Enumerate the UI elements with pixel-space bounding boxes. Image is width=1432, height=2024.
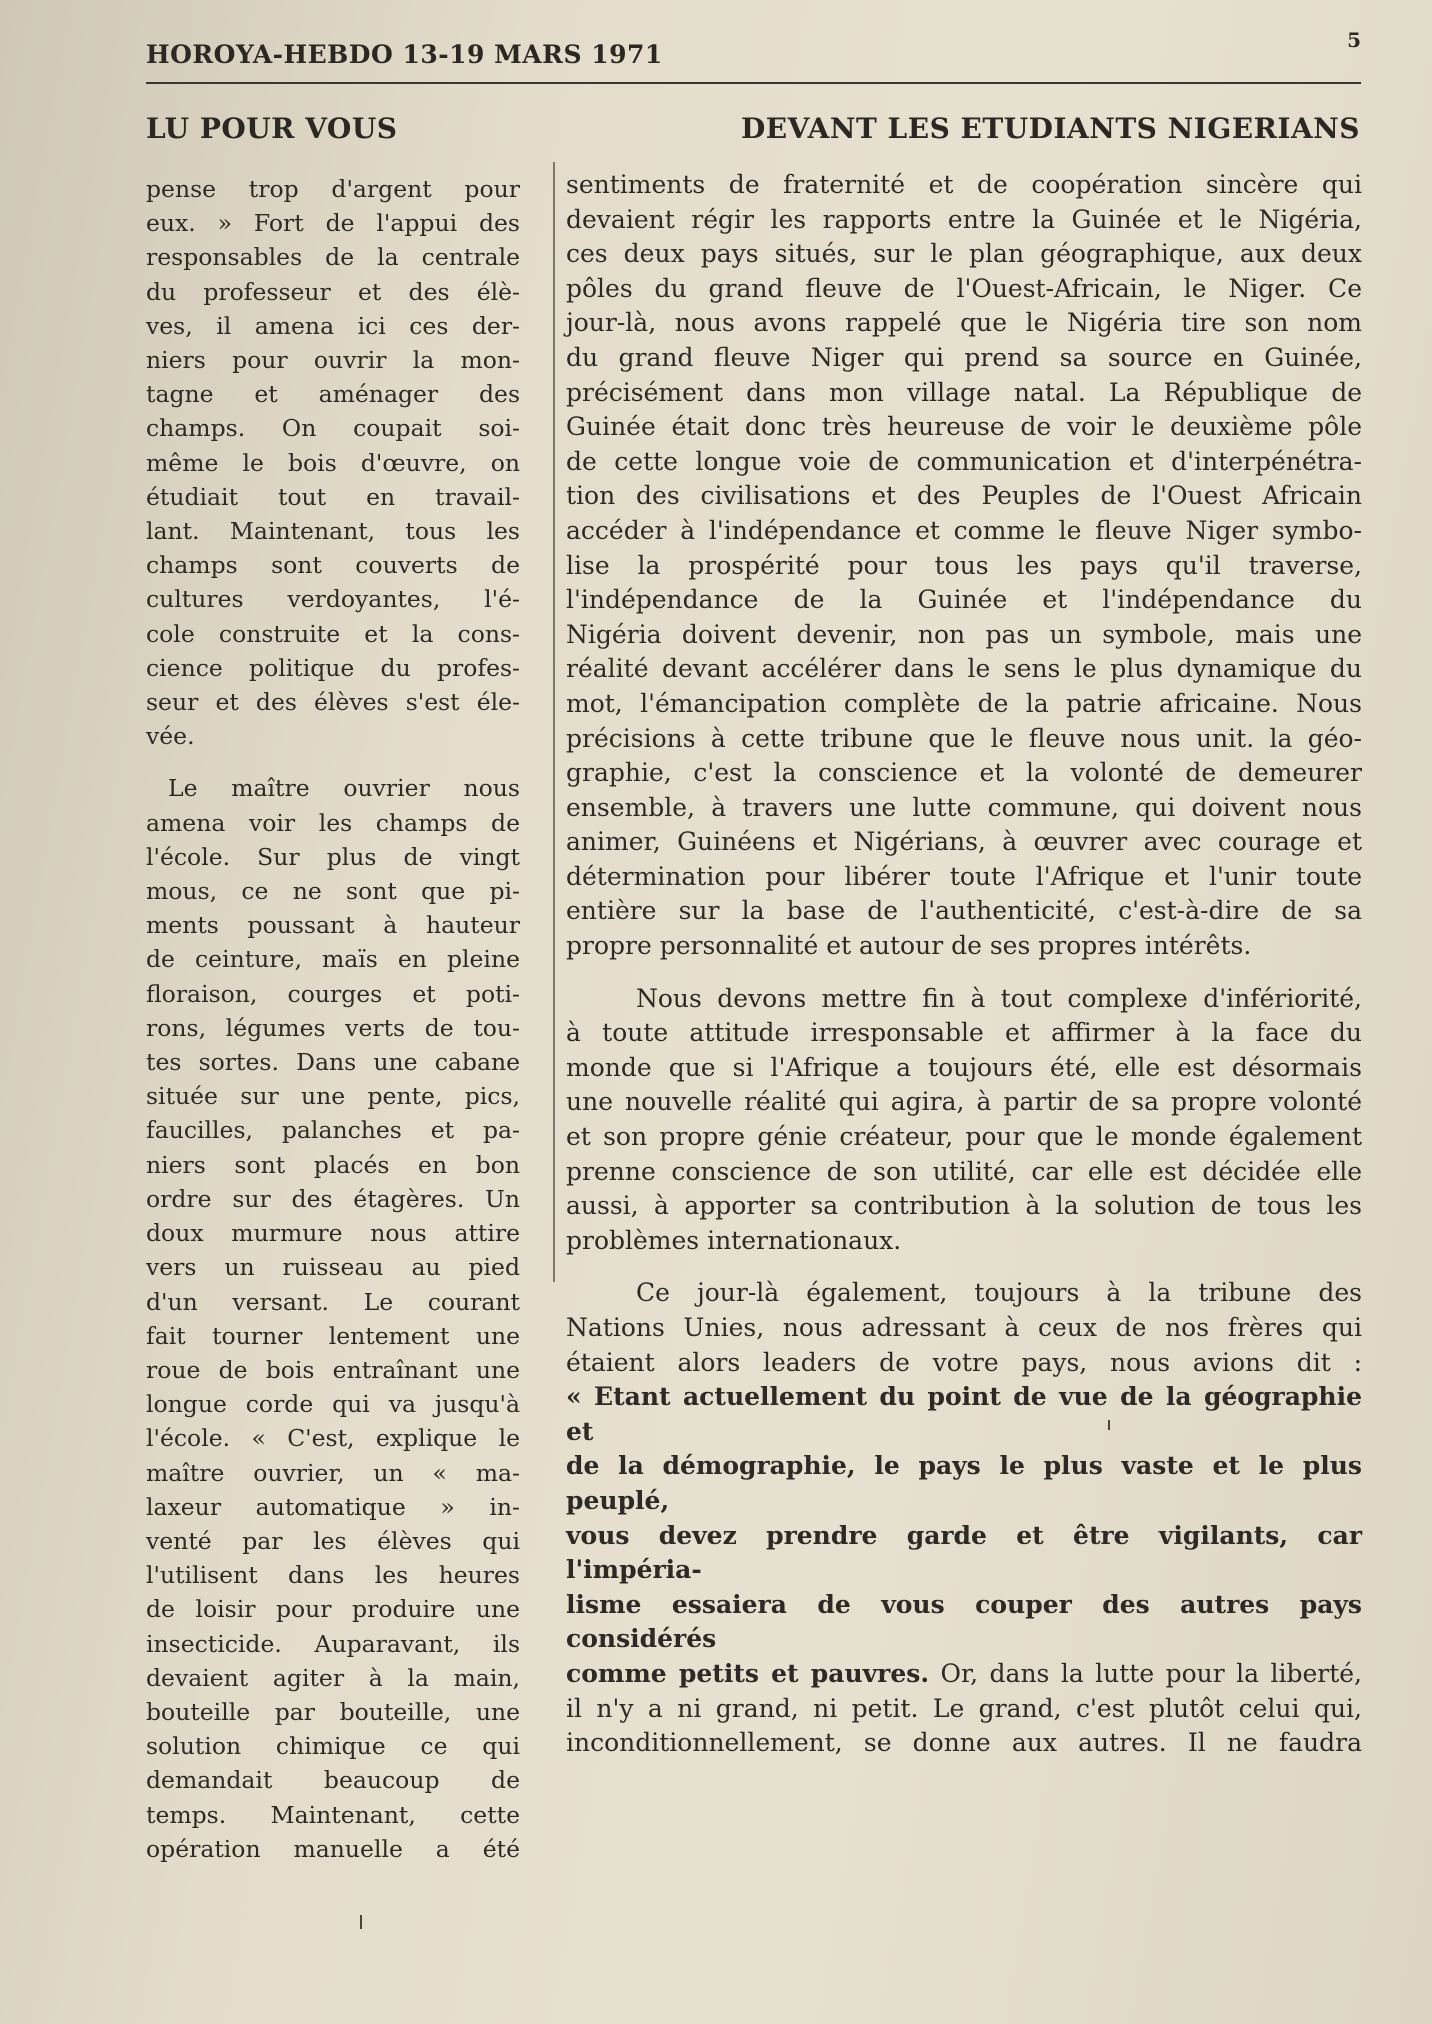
text-line: de ceinture, maïs en pleine [146,945,520,974]
text-line: faucilles, palanches et pa- [146,1116,520,1145]
text-line: responsables de la centrale [146,243,520,272]
right-paragraph-2 [566,982,1362,1259]
text-line: ensemble, à travers une lutte commune, qui doivent nous [566,792,1362,822]
text-line: d'un versant. Le courant [146,1287,520,1316]
text-line: de cette longue voie de communication et d'interpénétra- [566,446,1362,476]
text-line [566,1588,1362,1657]
text-line: cultures verdoyantes, l'é- [146,585,520,614]
text-line [566,1657,1362,1692]
text-line: l'école. Sur plus de vingt [146,842,520,871]
bold-quote-text: comme petits et pauvres. [566,1658,930,1688]
text-line: solution chimique ce qui [146,1732,520,1761]
text-line: devaient régir les rapports entre la Guinée et le Nigéria, [566,204,1362,234]
text-line: eux. » Fort de l'appui des [146,209,520,238]
text-line: champs sont couverts de [146,551,520,580]
text-line: venté par les élèves qui [146,1526,520,1555]
text-line: détermination pour libérer toute l'Afrique et l'unir toute [566,861,1362,891]
text-line: lant. Maintenant, tous les [146,517,520,546]
text-line: du professeur et des élè- [146,277,520,306]
page-number: 5 [1347,28,1361,52]
text-line: tagne et aménager des [146,380,520,409]
column-divider [553,162,555,1282]
text-line [566,1449,1362,1518]
text-line: tion des civilisations et des Peuples de l'Ouest Africain [566,481,1362,511]
text-line: Ce jour-là également, toujours à la tribune des [636,1278,1362,1308]
text-line: longue corde qui va jusqu'à [146,1390,520,1419]
text-line: niers pour ouvrir la mon- [146,346,520,375]
text-line: Nigéria doivent devenir, non pas un symbole, mais une [566,619,1362,649]
text-line: Le maître ouvrier nous [168,774,520,803]
bold-quote-text: vous devez prendre garde et être vigilants, car l'impéria- [566,1520,1362,1585]
text-line: insecticide. Auparavant, ils [146,1629,520,1658]
text-line: l'école. « C'est, explique le [146,1424,520,1453]
text-line: doux murmure nous attire [146,1219,520,1248]
text-line: ments poussant à hauteur [146,911,520,940]
left-paragraph-2 [146,771,520,1866]
text-line: du grand fleuve Niger qui prend sa source en Guinée, [566,342,1362,372]
text-line: temps. Maintenant, cette [146,1800,520,1829]
text-line: de loisir pour produire une [146,1595,520,1624]
left-paragraph-1 [146,172,520,753]
right-column-text [566,168,1362,1761]
bold-quote-text: « Etant actuellement du point de vue de la géographie et [566,1382,1362,1446]
text-line: lise la prospérité pour tous les pays qu'il traverse, [566,550,1362,580]
text-line: l'indépendance de la Guinée et l'indépendance du [566,585,1362,615]
text-line: jour-là, nous avons rappelé que le Nigéria tire son nom [566,308,1362,338]
text-line [566,1380,1362,1449]
text-line: monde que si l'Afrique a toujours été, elle est désormais [566,1052,1362,1082]
text-line: graphie, c'est la conscience et la volonté de demeurer [566,758,1362,788]
text-line: entière sur la base de l'authenticité, c'est-à-dire de sa [566,896,1362,926]
text-line: tes sortes. Dans une cabane [146,1048,520,1077]
text-line: laxeur automatique » in- [146,1492,520,1521]
text-line: roue de bois entraînant une [146,1355,520,1384]
text-line: inconditionnellement, se donne aux autres. Il ne faudra [566,1728,1362,1758]
text-line: et son propre génie créateur, pour que le monde également [566,1122,1362,1152]
page-header [146,28,1361,84]
left-column-title: LU POUR VOUS [146,112,398,145]
text-line: vers un ruisseau au pied [146,1253,520,1282]
text-line: une nouvelle réalité qui agira, à partir de sa propre volonté [566,1087,1362,1117]
text-line: demandait beaucoup de [146,1766,520,1795]
text-line: Nous devons mettre fin à tout complexe d'infériorité, [636,983,1362,1013]
text-line: l'utilisent dans les heures [146,1561,520,1590]
text-line: mous, ce ne sont que pi- [146,877,520,906]
text-line: ces deux pays situés, sur le plan géographique, aux deux [566,239,1362,269]
text-line: précisément dans mon village natal. La République de [566,377,1362,407]
text-line: pôles du grand fleuve de l'Ouest-Africain, le Niger. Ce [566,273,1362,303]
right-paragraph-1 [566,168,1362,964]
text-line: ves, il amena ici ces der- [146,311,520,340]
right-paragraph-3 [566,1276,1362,1760]
text-line: cole construite et la cons- [146,619,520,648]
text-line: sentiments de fraternité et de coopération sincère qui [566,170,1362,199]
text-line: problèmes internationaux. [566,1225,902,1255]
text-line: Guinée était donc très heureuse de voir le deuxième pôle [566,412,1362,442]
text-line: même le bois d'œuvre, on [146,448,520,477]
text-line: amena voir les champs de [146,808,520,837]
text-line: prenne conscience de son utilité, car elle est décidée elle [566,1156,1362,1186]
text-line: à toute attitude irresponsable et affirmer à la face du [566,1018,1362,1048]
text-line: précisions à cette tribune que le fleuve nous unit. la géo- [566,723,1362,753]
text-line: niers sont placés en bon [146,1150,520,1179]
text-line: il n'y a ni grand, ni petit. Le grand, c'est plutôt celui qui, [566,1693,1362,1723]
text-line: bouteille par bouteille, une [146,1697,520,1726]
text-line: propre personnalité et autour de ses propres intérêts. [566,931,1252,961]
text-line: pense trop d'argent pour [146,175,520,203]
text-line: étudiait tout en travail- [146,482,520,511]
text-line: mot, l'émancipation complète de la patrie africaine. Nous [566,688,1362,718]
text-line: réalité devant accélérer dans le sens le plus dynamique du [566,654,1362,684]
text-line: devaient agiter à la main, [146,1663,520,1692]
text-fragment: Or, dans la lutte pour la liberté, [929,1658,1362,1688]
masthead: HOROYA-HEBDO 13-19 MARS 1971 [146,40,663,69]
bold-quote-text: lisme essaiera de vous couper des autres pays considérés [566,1589,1362,1654]
text-line [566,1519,1362,1588]
text-line: champs. On coupait soi- [146,414,520,443]
text-line: Nations Unies, nous adressant à ceux de nos frères qui [566,1313,1362,1342]
text-line: située sur une pente, pics, [146,1082,520,1111]
text-line: vée. [146,722,195,751]
text-line: accéder à l'indépendance et comme le fleuve Niger symbo- [566,515,1362,545]
text-line: maître ouvrier, un « ma- [146,1458,520,1487]
text-line: ordre sur des étagères. Un [146,1184,520,1213]
text-line: animer, Guinéens et Nigérians, à œuvrer avec courage et [566,827,1362,857]
right-column-title: DEVANT LES ETUDIANTS NIGERIANS [740,112,1360,145]
text-line: seur et des élèves s'est éle- [146,688,520,717]
text-line: fait tourner lentement une [146,1321,520,1350]
text-line: cience politique du profes- [146,653,520,682]
print-speck [360,1915,362,1929]
print-speck [1108,1420,1110,1430]
text-line: rons, légumes verts de tou- [146,1013,520,1042]
text-line: aussi, à apporter sa contribution à la solution de tous les [566,1191,1362,1221]
text-line: floraison, courges et poti- [146,979,520,1008]
bold-quote-text: de la démographie, le pays le plus vaste et le plus peuplé, [566,1451,1362,1515]
text-line: opération manuelle a été [146,1834,520,1863]
text-line: étaient alors leaders de votre pays, nous avions dit : [566,1347,1362,1377]
left-column-text [146,172,520,1866]
